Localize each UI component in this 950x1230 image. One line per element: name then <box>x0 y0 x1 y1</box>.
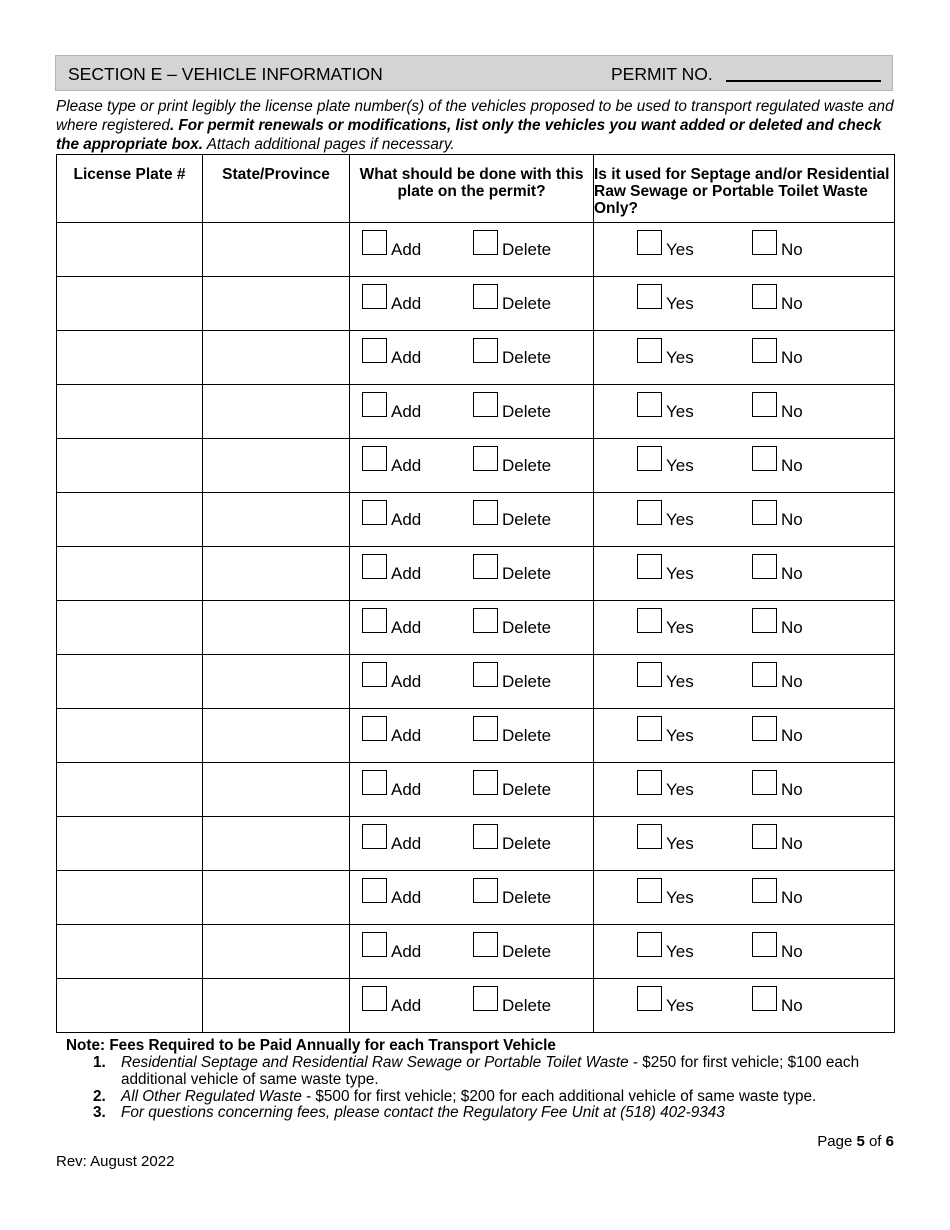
no-label: No <box>781 780 803 799</box>
state-province-cell[interactable] <box>203 817 350 871</box>
license-plate-cell[interactable] <box>57 979 203 1033</box>
septage-use-cell <box>594 817 895 871</box>
no-checkbox[interactable] <box>752 878 777 903</box>
no-label: No <box>781 240 803 259</box>
add-option[interactable] <box>362 770 422 799</box>
fee-category: All Other Regulated Waste <box>121 1087 302 1105</box>
delete-label: Delete <box>502 510 552 529</box>
state-province-cell[interactable] <box>203 763 350 817</box>
col-state-province: State/Province <box>203 155 350 223</box>
add-label: Add <box>391 996 422 1015</box>
septage-use-cell <box>594 763 895 817</box>
fee-number: 1. <box>93 1054 106 1071</box>
yes-option[interactable] <box>637 446 694 475</box>
license-plate-cell[interactable] <box>57 439 203 493</box>
no-label: No <box>781 726 803 745</box>
yes-label: Yes <box>666 996 694 1015</box>
delete-checkbox[interactable] <box>473 392 498 417</box>
yes-checkbox[interactable] <box>637 500 662 525</box>
septage-use-cell <box>594 655 895 709</box>
add-option[interactable] <box>362 878 422 907</box>
add-label: Add <box>391 888 422 907</box>
license-plate-cell[interactable] <box>57 385 203 439</box>
yes-option[interactable] <box>637 608 694 637</box>
no-label: No <box>781 456 803 475</box>
action-cell <box>350 655 594 709</box>
yes-label: Yes <box>666 942 694 961</box>
add-option[interactable] <box>362 446 422 475</box>
no-option[interactable] <box>752 932 803 961</box>
no-label: No <box>781 294 803 313</box>
delete-label: Delete <box>502 240 552 259</box>
add-label: Add <box>391 780 422 799</box>
yes-option[interactable] <box>637 662 694 691</box>
delete-checkbox[interactable] <box>473 932 498 957</box>
delete-label: Delete <box>502 834 552 853</box>
no-option[interactable] <box>752 500 803 529</box>
add-option[interactable] <box>362 284 422 313</box>
table-row <box>57 709 895 763</box>
state-province-cell[interactable] <box>203 547 350 601</box>
no-option[interactable] <box>752 284 803 313</box>
delete-option[interactable] <box>473 284 552 313</box>
yes-checkbox[interactable] <box>637 770 662 795</box>
delete-checkbox[interactable] <box>473 338 498 363</box>
add-checkbox[interactable] <box>362 932 387 957</box>
license-plate-cell[interactable] <box>57 817 203 871</box>
license-plate-cell[interactable] <box>57 547 203 601</box>
yes-label: Yes <box>666 348 694 367</box>
delete-checkbox[interactable] <box>473 716 498 741</box>
no-label: No <box>781 402 803 421</box>
delete-option[interactable] <box>473 230 552 259</box>
add-option[interactable] <box>362 500 422 529</box>
table-row <box>57 277 895 331</box>
state-province-cell[interactable] <box>203 709 350 763</box>
action-cell <box>350 385 594 439</box>
delete-option[interactable] <box>473 662 552 691</box>
yes-option[interactable] <box>637 500 694 529</box>
add-option[interactable] <box>362 230 422 259</box>
add-checkbox[interactable] <box>362 716 387 741</box>
add-option[interactable] <box>362 662 422 691</box>
license-plate-cell[interactable] <box>57 493 203 547</box>
yes-label: Yes <box>666 240 694 259</box>
yes-label: Yes <box>666 564 694 583</box>
no-option[interactable] <box>752 824 803 853</box>
state-province-cell[interactable] <box>203 439 350 493</box>
delete-label: Delete <box>502 726 552 745</box>
no-label: No <box>781 888 803 907</box>
state-province-cell[interactable] <box>203 979 350 1033</box>
delete-option[interactable] <box>473 608 552 637</box>
septage-use-cell <box>594 223 895 277</box>
yes-checkbox[interactable] <box>637 662 662 687</box>
license-plate-cell[interactable] <box>57 925 203 979</box>
no-checkbox[interactable] <box>752 770 777 795</box>
no-label: No <box>781 672 803 691</box>
delete-checkbox[interactable] <box>473 230 498 255</box>
yes-label: Yes <box>666 456 694 475</box>
delete-checkbox[interactable] <box>473 284 498 309</box>
add-checkbox[interactable] <box>362 392 387 417</box>
delete-checkbox[interactable] <box>473 662 498 687</box>
delete-label: Delete <box>502 294 552 313</box>
yes-label: Yes <box>666 402 694 421</box>
yes-option[interactable] <box>637 878 694 907</box>
yes-label: Yes <box>666 672 694 691</box>
no-label: No <box>781 618 803 637</box>
no-checkbox[interactable] <box>752 392 777 417</box>
table-row <box>57 385 895 439</box>
delete-checkbox[interactable] <box>473 608 498 633</box>
delete-label: Delete <box>502 996 552 1015</box>
yes-option[interactable] <box>637 986 694 1015</box>
delete-checkbox[interactable] <box>473 446 498 471</box>
delete-option[interactable] <box>473 338 552 367</box>
yes-checkbox[interactable] <box>637 230 662 255</box>
add-checkbox[interactable] <box>362 662 387 687</box>
delete-label: Delete <box>502 942 552 961</box>
license-plate-cell[interactable] <box>57 223 203 277</box>
yes-option[interactable] <box>637 824 694 853</box>
instructions <box>56 97 894 155</box>
no-checkbox[interactable] <box>752 932 777 957</box>
delete-checkbox[interactable] <box>473 824 498 849</box>
septage-use-cell <box>594 385 895 439</box>
action-cell <box>350 277 594 331</box>
table-row <box>57 493 895 547</box>
add-label: Add <box>391 294 422 313</box>
fee-category: Residential Septage and Residential Raw Sewage or Portable Toilet Waste <box>121 1054 629 1071</box>
add-checkbox[interactable] <box>362 338 387 363</box>
yes-label: Yes <box>666 726 694 745</box>
add-label: Add <box>391 240 422 259</box>
page-number <box>817 1133 894 1150</box>
license-plate-cell[interactable] <box>57 601 203 655</box>
state-province-cell[interactable] <box>203 601 350 655</box>
delete-checkbox[interactable] <box>473 554 498 579</box>
yes-option[interactable] <box>637 932 694 961</box>
permit-number-label: PERMIT NO. <box>611 64 713 84</box>
no-option[interactable] <box>752 338 803 367</box>
add-label: Add <box>391 834 422 853</box>
table-row <box>57 763 895 817</box>
add-checkbox[interactable] <box>362 554 387 579</box>
license-plate-cell[interactable] <box>57 871 203 925</box>
add-checkbox[interactable] <box>362 824 387 849</box>
license-plate-cell[interactable] <box>57 331 203 385</box>
add-checkbox[interactable] <box>362 608 387 633</box>
note-title: Note: Fees Required to be Paid Annually for each Transport Vehicle <box>66 1037 556 1054</box>
delete-option[interactable] <box>473 446 552 475</box>
license-plate-cell[interactable] <box>57 709 203 763</box>
yes-checkbox[interactable] <box>637 932 662 957</box>
add-label: Add <box>391 348 422 367</box>
delete-label: Delete <box>502 456 552 475</box>
no-checkbox[interactable] <box>752 500 777 525</box>
col-license-plate: License Plate # <box>57 155 203 223</box>
table-row <box>57 655 895 709</box>
delete-label: Delete <box>502 888 552 907</box>
no-option[interactable] <box>752 662 803 691</box>
fee-list <box>93 1055 903 1122</box>
no-checkbox[interactable] <box>752 554 777 579</box>
add-label: Add <box>391 402 422 421</box>
license-plate-cell[interactable] <box>57 655 203 709</box>
septage-use-cell <box>594 547 895 601</box>
no-option[interactable] <box>752 770 803 799</box>
col-action: What should be done with this plate on the permit? <box>350 155 594 223</box>
add-option[interactable] <box>362 986 422 1015</box>
page-of: of <box>864 1133 886 1150</box>
revision-date: Rev: August 2022 <box>56 1153 175 1170</box>
delete-option[interactable] <box>473 554 552 583</box>
state-province-cell[interactable] <box>203 871 350 925</box>
yes-checkbox[interactable] <box>637 338 662 363</box>
yes-checkbox[interactable] <box>637 608 662 633</box>
yes-option[interactable] <box>637 716 694 745</box>
instructions-part1: Please type or print legibly the license plate number(s) of the vehicles proposed to be used to transport regulated waste and where registered <box>56 98 894 135</box>
state-province-cell[interactable] <box>203 223 350 277</box>
yes-label: Yes <box>666 510 694 529</box>
delete-option[interactable] <box>473 500 552 529</box>
fee-contact: For questions concerning fees, please contact the Regulatory Fee Unit at (518) 402-9343 <box>121 1104 725 1122</box>
table-row <box>57 817 895 871</box>
delete-checkbox[interactable] <box>473 878 498 903</box>
septage-use-cell <box>594 925 895 979</box>
no-label: No <box>781 834 803 853</box>
yes-checkbox[interactable] <box>637 824 662 849</box>
add-label: Add <box>391 942 422 961</box>
state-province-cell[interactable] <box>203 385 350 439</box>
no-option[interactable] <box>752 446 803 475</box>
yes-checkbox[interactable] <box>637 554 662 579</box>
delete-label: Delete <box>502 618 552 637</box>
no-checkbox[interactable] <box>752 716 777 741</box>
no-label: No <box>781 942 803 961</box>
fee-detail: - $500 for first vehicle; $200 for each additional vehicle of same waste type. <box>301 1087 817 1105</box>
yes-option[interactable] <box>637 230 694 259</box>
add-checkbox[interactable] <box>362 986 387 1011</box>
table-row <box>57 601 895 655</box>
yes-option[interactable] <box>637 284 694 313</box>
action-cell <box>350 331 594 385</box>
add-label: Add <box>391 510 422 529</box>
delete-option[interactable] <box>473 932 552 961</box>
action-cell <box>350 223 594 277</box>
yes-checkbox[interactable] <box>637 878 662 903</box>
delete-option[interactable] <box>473 716 552 745</box>
yes-label: Yes <box>666 618 694 637</box>
add-option[interactable] <box>362 338 422 367</box>
no-label: No <box>781 510 803 529</box>
no-option[interactable] <box>752 716 803 745</box>
table-row <box>57 331 895 385</box>
permit-number-field[interactable] <box>726 80 881 82</box>
page-current: 5 <box>856 1133 865 1150</box>
state-province-cell[interactable] <box>203 277 350 331</box>
yes-label: Yes <box>666 888 694 907</box>
table-row <box>57 223 895 277</box>
yes-option[interactable] <box>637 392 694 421</box>
yes-checkbox[interactable] <box>637 446 662 471</box>
no-checkbox[interactable] <box>752 986 777 1011</box>
delete-option[interactable] <box>473 770 552 799</box>
add-option[interactable] <box>362 392 422 421</box>
no-option[interactable] <box>752 392 803 421</box>
add-option[interactable] <box>362 608 422 637</box>
septage-use-cell <box>594 601 895 655</box>
fee-detail: - $250 for first vehicle; $100 each additional vehicle of same waste type. <box>121 1054 860 1088</box>
no-checkbox[interactable] <box>752 338 777 363</box>
septage-use-cell <box>594 871 895 925</box>
add-checkbox[interactable] <box>362 284 387 309</box>
no-option[interactable] <box>752 986 803 1015</box>
no-label: No <box>781 348 803 367</box>
license-plate-cell[interactable] <box>57 763 203 817</box>
col-septage-use: Is it used for Septage and/or Residential Raw Sewage or Portable Toilet Waste Only? <box>594 155 895 223</box>
vehicle-table <box>56 154 895 1033</box>
septage-use-cell <box>594 439 895 493</box>
action-cell <box>350 925 594 979</box>
page-total: 6 <box>885 1133 894 1150</box>
add-checkbox[interactable] <box>362 500 387 525</box>
state-province-cell[interactable] <box>203 655 350 709</box>
table-row <box>57 547 895 601</box>
add-checkbox[interactable] <box>362 230 387 255</box>
add-option[interactable] <box>362 932 422 961</box>
add-option[interactable] <box>362 554 422 583</box>
septage-use-cell <box>594 331 895 385</box>
table-row <box>57 871 895 925</box>
action-cell <box>350 709 594 763</box>
delete-option[interactable] <box>473 986 552 1015</box>
action-cell <box>350 547 594 601</box>
yes-label: Yes <box>666 294 694 313</box>
fee-item <box>93 1055 903 1089</box>
yes-checkbox[interactable] <box>637 392 662 417</box>
no-checkbox[interactable] <box>752 824 777 849</box>
instructions-part2: . For permit renewals or modifications, list only the vehicles you want added or deleted and check the appropriate box. <box>56 117 882 154</box>
no-option[interactable] <box>752 230 803 259</box>
septage-use-cell <box>594 493 895 547</box>
no-option[interactable] <box>752 554 803 583</box>
no-checkbox[interactable] <box>752 662 777 687</box>
no-checkbox[interactable] <box>752 230 777 255</box>
state-province-cell[interactable] <box>203 331 350 385</box>
fee-item <box>93 1089 903 1106</box>
yes-option[interactable] <box>637 554 694 583</box>
add-option[interactable] <box>362 716 422 745</box>
add-label: Add <box>391 672 422 691</box>
add-option[interactable] <box>362 824 422 853</box>
yes-label: Yes <box>666 780 694 799</box>
delete-label: Delete <box>502 564 552 583</box>
septage-use-cell <box>594 979 895 1033</box>
delete-label: Delete <box>502 348 552 367</box>
yes-checkbox[interactable] <box>637 284 662 309</box>
no-checkbox[interactable] <box>752 446 777 471</box>
section-header <box>55 55 893 91</box>
license-plate-cell[interactable] <box>57 277 203 331</box>
yes-checkbox[interactable] <box>637 716 662 741</box>
delete-option[interactable] <box>473 878 552 907</box>
action-cell <box>350 601 594 655</box>
delete-label: Delete <box>502 672 552 691</box>
add-label: Add <box>391 564 422 583</box>
page-prefix: Page <box>817 1133 857 1150</box>
add-label: Add <box>391 726 422 745</box>
delete-label: Delete <box>502 402 552 421</box>
action-cell <box>350 439 594 493</box>
delete-option[interactable] <box>473 824 552 853</box>
add-checkbox[interactable] <box>362 878 387 903</box>
no-label: No <box>781 996 803 1015</box>
no-checkbox[interactable] <box>752 608 777 633</box>
add-label: Add <box>391 456 422 475</box>
state-province-cell[interactable] <box>203 493 350 547</box>
delete-checkbox[interactable] <box>473 770 498 795</box>
no-option[interactable] <box>752 878 803 907</box>
instructions-part3: Attach additional pages if necessary. <box>203 136 455 154</box>
no-label: No <box>781 564 803 583</box>
delete-label: Delete <box>502 780 552 799</box>
yes-label: Yes <box>666 834 694 853</box>
table-row <box>57 979 895 1033</box>
delete-option[interactable] <box>473 392 552 421</box>
no-option[interactable] <box>752 608 803 637</box>
action-cell <box>350 817 594 871</box>
action-cell <box>350 871 594 925</box>
add-checkbox[interactable] <box>362 770 387 795</box>
action-cell <box>350 979 594 1033</box>
add-label: Add <box>391 618 422 637</box>
action-cell <box>350 493 594 547</box>
no-checkbox[interactable] <box>752 284 777 309</box>
action-cell <box>350 763 594 817</box>
delete-checkbox[interactable] <box>473 500 498 525</box>
septage-use-cell <box>594 277 895 331</box>
fee-number: 3. <box>93 1104 106 1122</box>
yes-checkbox[interactable] <box>637 986 662 1011</box>
delete-checkbox[interactable] <box>473 986 498 1011</box>
fee-item <box>93 1105 903 1122</box>
table-header-row <box>57 155 895 223</box>
table-row <box>57 925 895 979</box>
state-province-cell[interactable] <box>203 925 350 979</box>
table-row <box>57 439 895 493</box>
add-checkbox[interactable] <box>362 446 387 471</box>
yes-option[interactable] <box>637 338 694 367</box>
section-title: SECTION E – VEHICLE INFORMATION <box>68 64 383 84</box>
yes-option[interactable] <box>637 770 694 799</box>
septage-use-cell <box>594 709 895 763</box>
fee-number: 2. <box>93 1087 106 1105</box>
